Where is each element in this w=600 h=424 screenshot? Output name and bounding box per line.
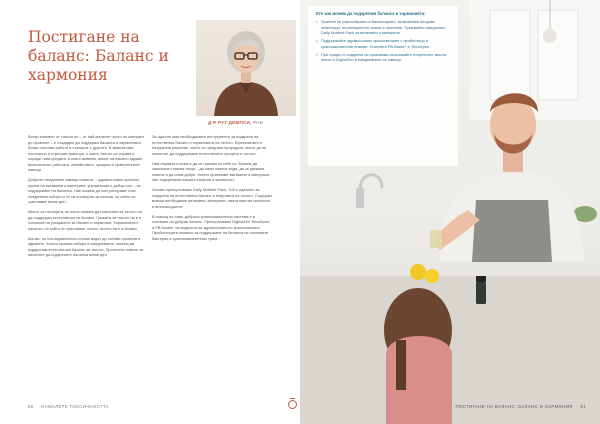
right-page-footer [400, 404, 586, 409]
tips-callout-box [308, 6, 458, 166]
paragraph: Малки, но последователни стъпки водят до големи промени в здравето. Когато правим избори в ежедневието, можем да подкрепим естествения баланс на тялото. Прочетете повече за начините да подкрепите баланса всеки ден. [28, 235, 144, 257]
paragraph: Затова препоръчваме Daily Nutrient Pack. Той е идеален за подкрепа на естествения баланс и енергията на тялото. Съдържа всички необходими витамини, минерали, омега мастни киселини и антиоксиданти. [152, 187, 272, 209]
paragraph: Всеки елемент от тялото ни – от най-малките части на клетката до органите – е създаден да поддържа баланса и хармонията. Всяка система работи в съгласие с другите. В живота има постоянни и стресови фактори, с които тялото се справя и поради това средата, в която живеем, влияе на нашето здраве, включително работата, семейството, средата и хранителните навици. [28, 134, 144, 172]
callout-heading: Ето как можем да подкрепим баланса и хармонията: [316, 11, 426, 16]
page-number: 61 [580, 404, 586, 409]
author-byline [208, 120, 298, 125]
right-page-photo [300, 0, 600, 424]
callout-list-item: • При нужда от подкрепа на организма използвайте етеричните масла lemon и DigestZen в ежедневните си навици. [316, 52, 452, 63]
section-title: ПОСТИГАНЕ НА БАЛАНС: БАЛАНС И ХАРМОНИЯ [455, 404, 573, 409]
author-credential: PHD [252, 120, 264, 125]
article-column-1 [28, 134, 146, 262]
paragraph: В помощ на това, добрата храносмилателна система е в основата на добрия баланс. Препоръчваме DigestZen TerraZyme и PB Assist+ за подкрепа на здравословното храносмилане. Пробиотиците помагат за поддържане на баланса на полезните бактерии в храносмилателния тракт. [152, 213, 270, 241]
paragraph: Най-първата стъпка е да се грижим за себе си. Можем да започнем с малки неща – да пием повече вода, да се движим повече и да спим добре. Когато приемаме витамини и минерали, ние подкрепяме нашата енергия и жизненост. [152, 160, 271, 182]
left-page-footer [28, 404, 109, 409]
section-title: НАМАЛЕТЕ ТОКСИЧНОСТТА [41, 404, 110, 409]
author-name: Д-Р РУТ ДЕМПСИ, [208, 120, 252, 125]
paragraph: За щастие има необходимите инструменти за подкрепа на естествения баланс и хармонията на тялото. Ефективните и натурални решения, които ни предлага природата, могат да ни помогнат да поддържаме естествените процеси в тялото. [152, 134, 267, 156]
author-portrait [196, 20, 296, 116]
page-number: 60 [28, 404, 34, 409]
callout-list [316, 19, 452, 62]
article-column-2 [152, 134, 272, 246]
paragraph: Много са пътищата, по които можем да помогнем на тялото си да поддържа естествения си баланс. Грижата за тялото ни е в основата на усещането за баланс и хармония. Хармонията е начинът, по който се чувстваме, когато тялото ни е в баланс. [28, 209, 142, 231]
brand-logo-icon [288, 400, 297, 409]
article-title: Постигане на баланс: Баланс и хармония [28, 28, 169, 84]
callout-list-item: • Хранете се разнообразно и балансирано, включвайки плодове, зеленчуци, пълнозърнести храни и протеини. Приемайте ежедневно Daily Nutrient Pack за витамини и минерали. [316, 19, 452, 35]
paragraph: Добрите ежедневни навици помагат – здравословно хранене, прием на витамини и минерали, упражнения и добър сън – за поддържане на баланса. Ние можем да контролираме тези ежедневни избори и те са отговорни за начина, по който се чувстваме всеки ден. [28, 177, 141, 204]
callout-list-item: • Поддържайте здравословно храносмилане с пробиотици и храносмилателни ензими. Опитайте PB Assist+ и TerraZyme. [316, 38, 452, 49]
